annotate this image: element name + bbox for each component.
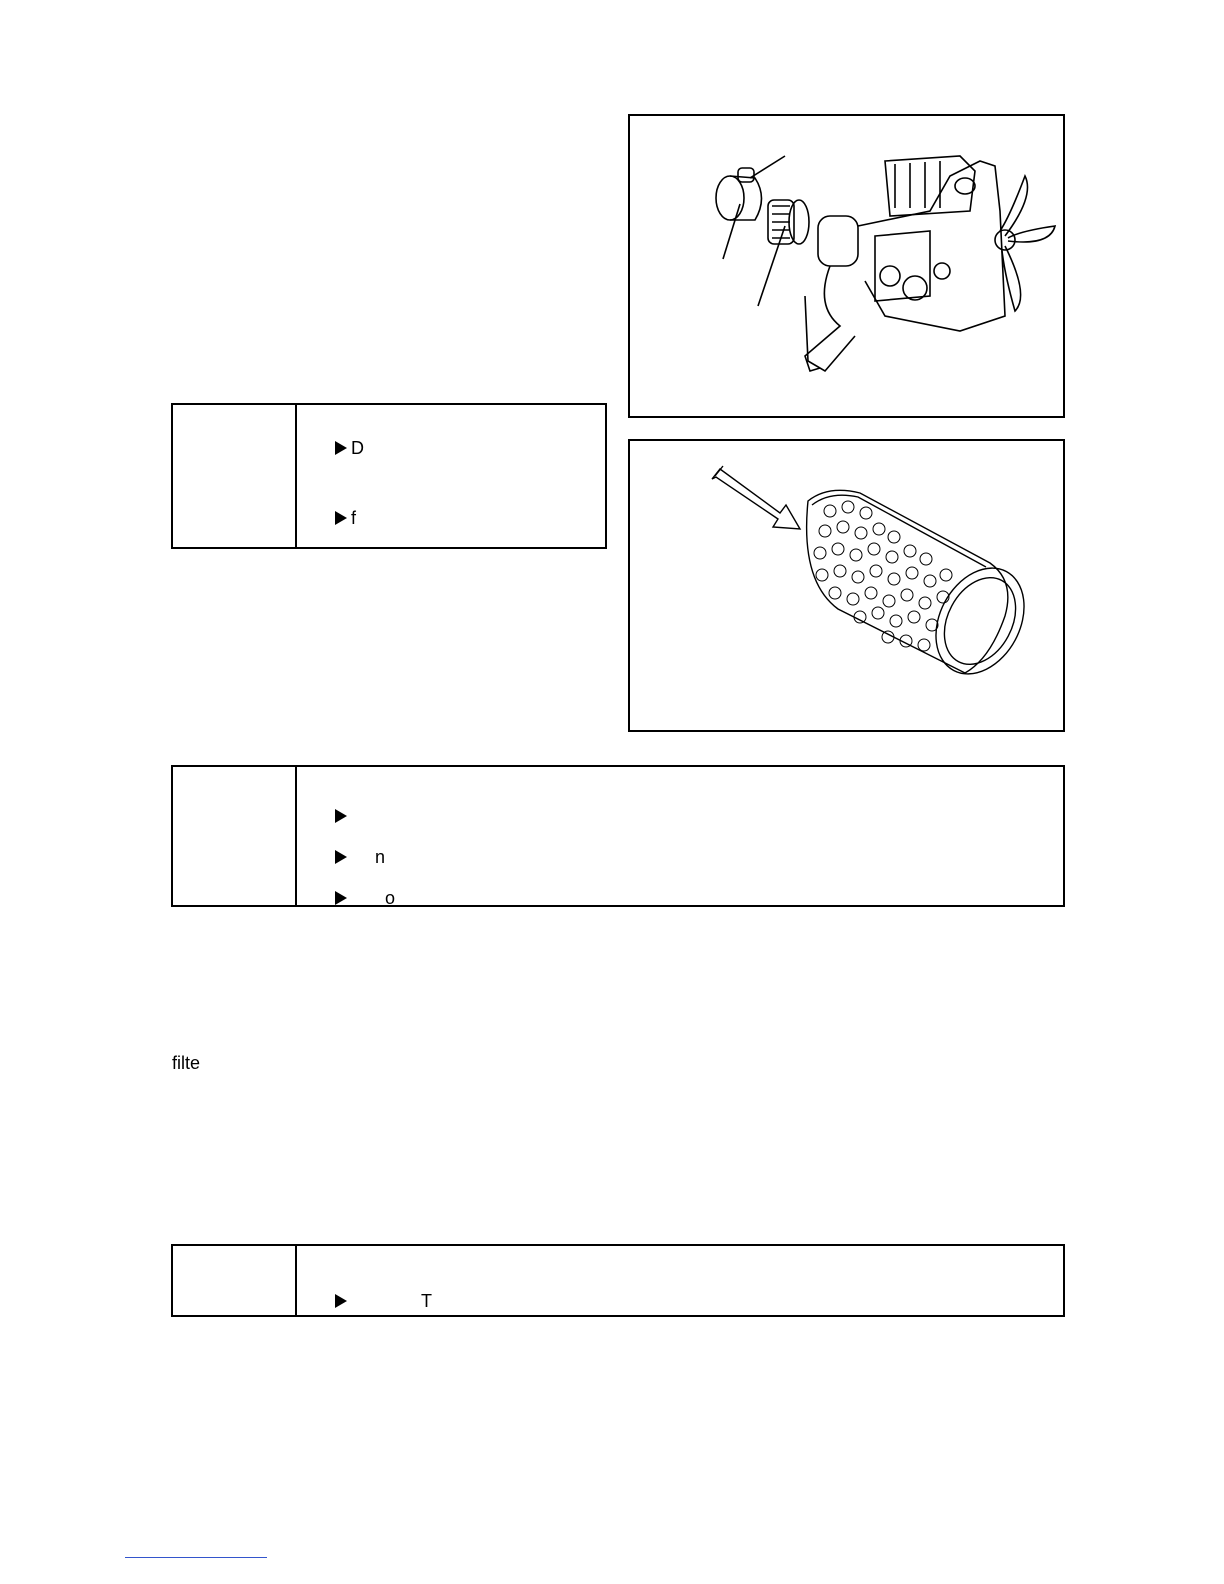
bullet-triangle-icon (335, 441, 347, 455)
caution-body (297, 405, 605, 547)
caution-label-cell (173, 767, 297, 905)
bullet-triangle-icon (335, 1294, 347, 1308)
caution-item-text: n (375, 847, 386, 867)
caution-item (305, 868, 395, 928)
caution-body (297, 1246, 1063, 1315)
air-filter-element-icon (630, 441, 1063, 730)
filter-element-figure (628, 439, 1065, 732)
footer-link-underline[interactable] (125, 1557, 267, 1558)
engine-air-cleaner-icon (630, 116, 1063, 416)
caution-box-bottom (171, 1244, 1065, 1317)
bullet-triangle-icon (335, 809, 347, 823)
caution-body (297, 767, 1063, 908)
caution-item (305, 488, 356, 548)
caution-box-middle (171, 765, 1065, 907)
caution-label-cell (173, 405, 297, 547)
body-text-fragment: filte (172, 1053, 201, 1073)
caution-item-text: o (385, 888, 396, 908)
caution-item-text: D (351, 438, 365, 458)
bullet-triangle-icon (335, 850, 347, 864)
engine-figure (628, 114, 1065, 418)
caution-box-top (171, 403, 607, 549)
caution-label-cell (173, 1246, 297, 1315)
bullet-triangle-icon (335, 891, 347, 905)
bullet-triangle-icon (335, 511, 347, 525)
caution-item-text: f (351, 508, 357, 528)
caution-item (305, 1271, 432, 1331)
caution-item-text: T (421, 1291, 433, 1311)
caution-item (305, 418, 364, 478)
